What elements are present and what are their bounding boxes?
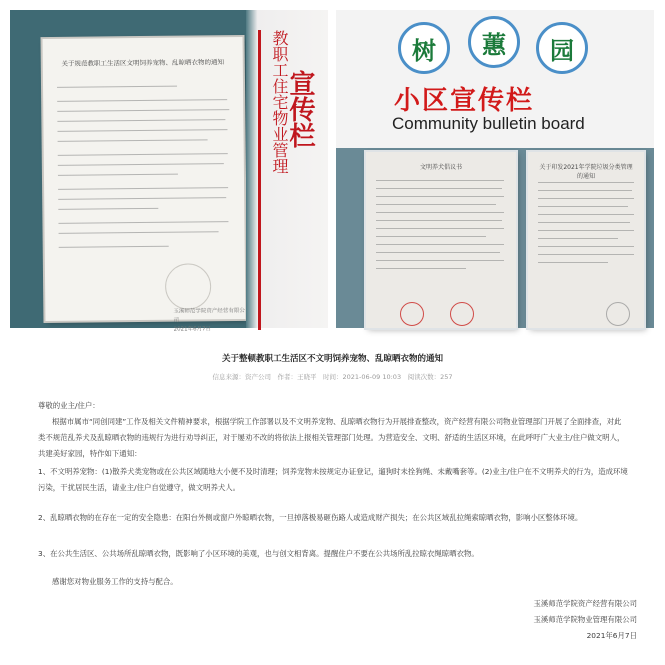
text-line <box>376 204 496 205</box>
board-notices-area <box>336 148 654 328</box>
signature-company-1: 玉溪师范学院资产经营有限公司 <box>533 599 637 608</box>
text-line <box>58 221 228 224</box>
text-line <box>57 99 227 102</box>
logo-char-3: 园 <box>536 22 588 74</box>
text-line <box>538 246 634 247</box>
text-line <box>538 238 618 239</box>
text-line <box>376 196 504 197</box>
text-line <box>538 262 608 263</box>
text-line <box>538 190 632 191</box>
text-line <box>376 212 504 213</box>
posted-notice-signature <box>173 307 245 334</box>
posted-notice-document <box>43 37 246 333</box>
text-line <box>57 86 177 89</box>
text-line <box>58 208 158 210</box>
text-line <box>376 268 466 269</box>
article-item-3: 3、在公共生活区、公共场所乱晾晒衣物，既影响了小区环境的美观，也与创文相背离。提醒住户不要在公共场所乱拉晾衣绳晾晒衣物。 <box>38 549 479 558</box>
text-line <box>376 252 500 253</box>
text-line <box>58 153 228 156</box>
posted-notice-title: 关于规范教职工生活区文明饲养宠物、乱晾晒衣物的通知 <box>61 58 225 68</box>
notice-left-title: 文明养犬倡议书 <box>419 164 462 171</box>
official-stamp <box>165 263 211 309</box>
text-line <box>58 163 224 166</box>
text-line <box>538 214 634 215</box>
notice-right <box>528 152 644 328</box>
text-line <box>58 174 178 177</box>
article-item-2: 2、乱晾晒衣物的在存在一定的安全隐患：在阳台外侧或窗户外晾晒衣物，一旦掉落极易砸伤路人或造成财产损失；在公共区域乱拉绳索晾晒衣物，影响小区整体环境。 <box>38 513 583 522</box>
text-line <box>376 244 504 245</box>
text-line <box>59 246 169 249</box>
article-salutation: 尊敬的业主/住户： <box>38 401 100 410</box>
text-line <box>376 228 504 229</box>
notice-right-title: 关于印发2021年学院垃圾分类管理的通知 <box>539 164 633 180</box>
red-stamp <box>400 302 424 326</box>
text-line <box>58 197 226 200</box>
text-line <box>376 188 502 189</box>
text-line <box>376 260 504 261</box>
text-line <box>538 206 628 207</box>
text-line <box>57 119 225 122</box>
board-header <box>336 10 654 148</box>
text-line <box>376 180 504 181</box>
banner-panel <box>246 10 328 328</box>
text-line <box>57 109 229 112</box>
photo-bulletin-board-left <box>10 10 328 333</box>
banner-divider <box>258 30 261 330</box>
article-title: 关于整顿教职工生活区不文明饲养宠物、乱晾晒衣物的通知 <box>221 354 443 364</box>
photo-bulletin-board-right <box>336 10 654 328</box>
text-line <box>538 230 634 231</box>
logo-char-1: 树 <box>398 22 450 74</box>
text-line <box>538 222 630 223</box>
notice-left <box>366 152 516 328</box>
article-intro: 根据市属市“同创同建”工作及相关文件精神要求，根据学院工作部署以及不文明养宠物、乱晾晒衣物行为开展排查整改，资产经营有限公司物业管理部门开展了全面排查，对此类不规范乱养犬及乱晾晒衣物的违规行为进行劝导纠正，对于屡劝不改的将依法上报相关管理部门处理。为营造安全、文明、舒适的生活区环境，在此呼吁广大业主/住户做文明人，共建美好家园，特作如下通知： <box>38 417 625 458</box>
text-line <box>538 254 634 255</box>
gray-stamp <box>606 302 630 326</box>
banner-subtitle: 教职工住宅物业管理 <box>270 30 289 174</box>
text-line <box>59 231 219 234</box>
posted-notice-signature-date: 2021年6月7日 <box>173 325 212 333</box>
text-line <box>57 129 227 132</box>
signature-date: 2021年6月7日 <box>586 631 637 640</box>
article-thanks: 感谢您对物业服务工作的支持与配合。 <box>52 577 178 586</box>
board-english: Community bulletin board <box>392 114 585 133</box>
article-item-1: 1、不文明养宠物：(1)散养犬类宠物或在公共区域随地大小便不及时清理；饲养宠物未按规定办证登记，遛狗时未拴狗绳、未戴嘴套等。(2)业主/住户在不文明养犬的行为，造成环境污染，干扰居民生活，请业主/住户自觉遵守，做文明养犬人。 <box>38 467 628 492</box>
text-line <box>538 198 634 199</box>
board-heading: 小区宣传栏 <box>394 86 535 116</box>
logo-char-2: 蕙 <box>468 16 520 68</box>
banner-title: 宣传栏 <box>285 70 315 148</box>
signature-company-2: 玉溪师范学院物业管理有限公司 <box>533 615 637 624</box>
article-meta: 信息来源：资产公司 作者：王晓平 时间：2021-06-09 10:03 阅读次数：257 <box>212 373 453 381</box>
text-line <box>58 139 208 142</box>
text-line <box>58 187 228 190</box>
text-line <box>376 220 502 221</box>
posted-notice-signature-company: 玉溪师范学院资产经营有限公司 <box>173 307 245 324</box>
text-line <box>376 236 486 237</box>
text-line <box>538 182 634 183</box>
red-stamp <box>450 302 474 326</box>
